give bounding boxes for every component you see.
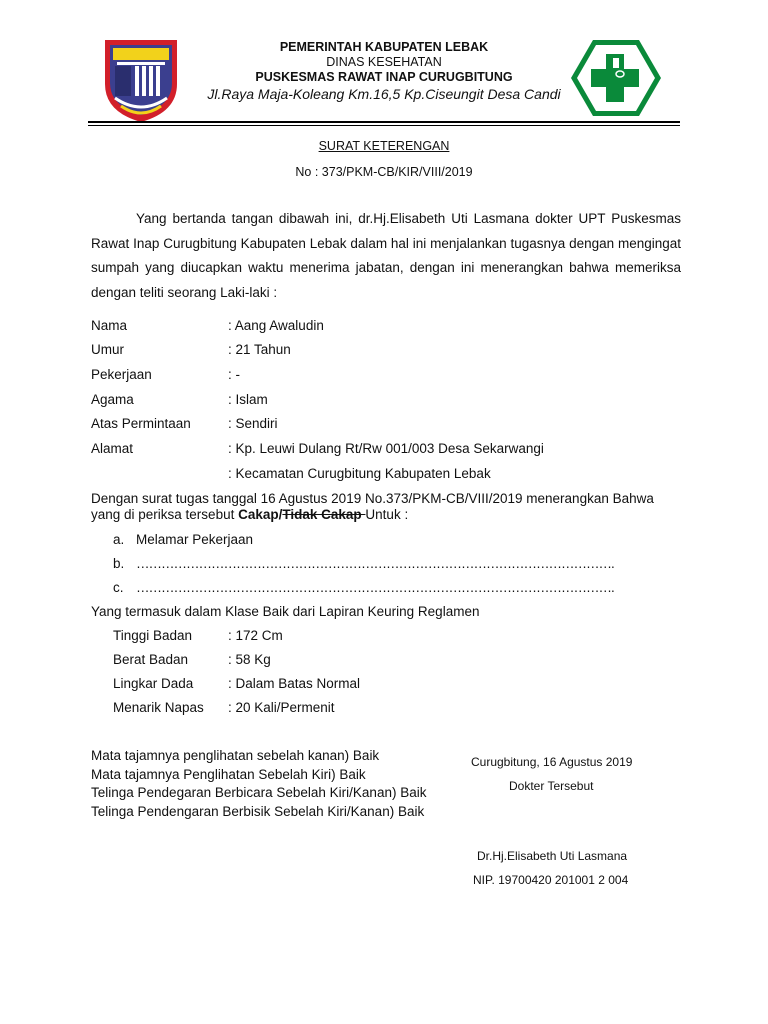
intro-paragraph: Yang bertanda tangan dibawah ini, dr.Hj.Elisabeth Uti Lasmana dokter UPT Puskesmas Rawat Inap Curugbitung Kabupaten Lebak dalam hal ini menjalankan tugasnya dengan mengingat sumpah yang diucapkan waktu menerima jabatan, dengan ini menerangkan bahwa memeriksa dengan teliti seorang Laki-laki :	[91, 211, 681, 300]
task-tidak-cakap: Tidak Cakap	[282, 507, 366, 522]
identity-label: Agama	[91, 392, 134, 407]
identity-label: Atas Permintaan	[91, 416, 191, 431]
purpose-text: …………………………………………………………………………………………………….	[136, 580, 614, 595]
identity-value: : Sendiri	[228, 416, 278, 431]
lebak-emblem-logo	[101, 36, 181, 124]
purpose-marker: c.	[113, 580, 124, 595]
purpose-marker: a.	[113, 532, 125, 547]
purpose-marker: b.	[113, 556, 125, 571]
signature-name: Dr.Hj.Elisabeth Uti Lasmana	[477, 849, 628, 863]
letter-title: SURAT KETERENGAN	[318, 139, 450, 153]
header-line-1: PEMERINTAH KABUPATEN LEBAK	[279, 40, 489, 54]
header-address: Jl.Raya Maja-Koleang Km.16,5 Kp.Ciseungit Desa Candi	[207, 86, 561, 102]
identity-value: : Aang Awaludin	[228, 318, 324, 333]
header-rule-thin	[88, 125, 680, 126]
identity-label: Umur	[91, 342, 124, 357]
identity-value: : 21 Tahun	[228, 342, 291, 357]
measurement-value: : 20 Kali/Permenit	[228, 700, 335, 715]
signature-place-date: Curugbitung, 16 Agustus 2019	[471, 755, 633, 769]
identity-label: Alamat	[91, 441, 134, 456]
purpose-text: …………………………………………………………………………………………………….	[136, 556, 614, 571]
task-suffix: Untuk :	[365, 507, 409, 522]
header-line-2: DINAS KESEHATAN	[326, 55, 442, 69]
signature-nip: NIP. 19700420 201001 2 004	[473, 873, 629, 887]
task-prefix: yang di periksa tersebut	[91, 507, 239, 522]
task-cakap: Cakap/	[238, 507, 283, 522]
puskesmas-logo	[569, 38, 663, 118]
identity-value: : -	[228, 367, 240, 382]
task-line-2	[91, 507, 408, 522]
class-line: Yang termasuk dalam Klase Baik dari Lapiran Keuring Reglamen	[91, 604, 480, 619]
address-continuation: : Kecamatan Curugbitung Kabupaten Lebak	[228, 466, 491, 481]
measurement-label: Berat Badan	[113, 652, 189, 667]
identity-label: Pekerjaan	[91, 367, 152, 382]
identity-label: Nama	[91, 318, 128, 333]
measurement-label: Menarik Napas	[113, 700, 204, 715]
identity-value: : Islam	[228, 392, 268, 407]
measurement-label: Lingkar Dada	[113, 676, 194, 691]
purpose-text: Melamar Pekerjaan	[136, 532, 254, 547]
senses-item: Telinga Pendengaran Berbisik Sebelah Kiri/Kanan) Baik	[91, 804, 425, 819]
header-rule-thick	[88, 121, 680, 123]
signature-role: Dokter Tersebut	[509, 779, 594, 793]
measurement-value: : Dalam Batas Normal	[228, 676, 361, 691]
senses-item: Mata tajamnya penglihatan sebelah kanan) Baik	[91, 748, 380, 763]
header-line-3: PUSKESMAS RAWAT INAP CURUGBITUNG	[255, 70, 513, 84]
measurement-value: : 58 Kg	[228, 652, 271, 667]
identity-value: : Kp. Leuwi Dulang Rt/Rw 001/003 Desa Sekarwangi	[228, 441, 544, 456]
senses-item: Telinga Pendegaran Berbicara Sebelah Kiri/Kanan) Baik	[91, 785, 427, 800]
measurement-label: Tinggi Badan	[113, 628, 193, 643]
senses-item: Mata tajamnya Penglihatan Sebelah Kiri) Baik	[91, 767, 366, 782]
task-line-1: Dengan surat tugas tanggal 16 Agustus 2019 No.373/PKM-CB/VIII/2019 menerangkan Bahwa	[91, 491, 654, 506]
letter-number: No : 373/PKM-CB/KIR/VIII/2019	[295, 165, 473, 179]
measurement-value: : 172 Cm	[228, 628, 283, 643]
